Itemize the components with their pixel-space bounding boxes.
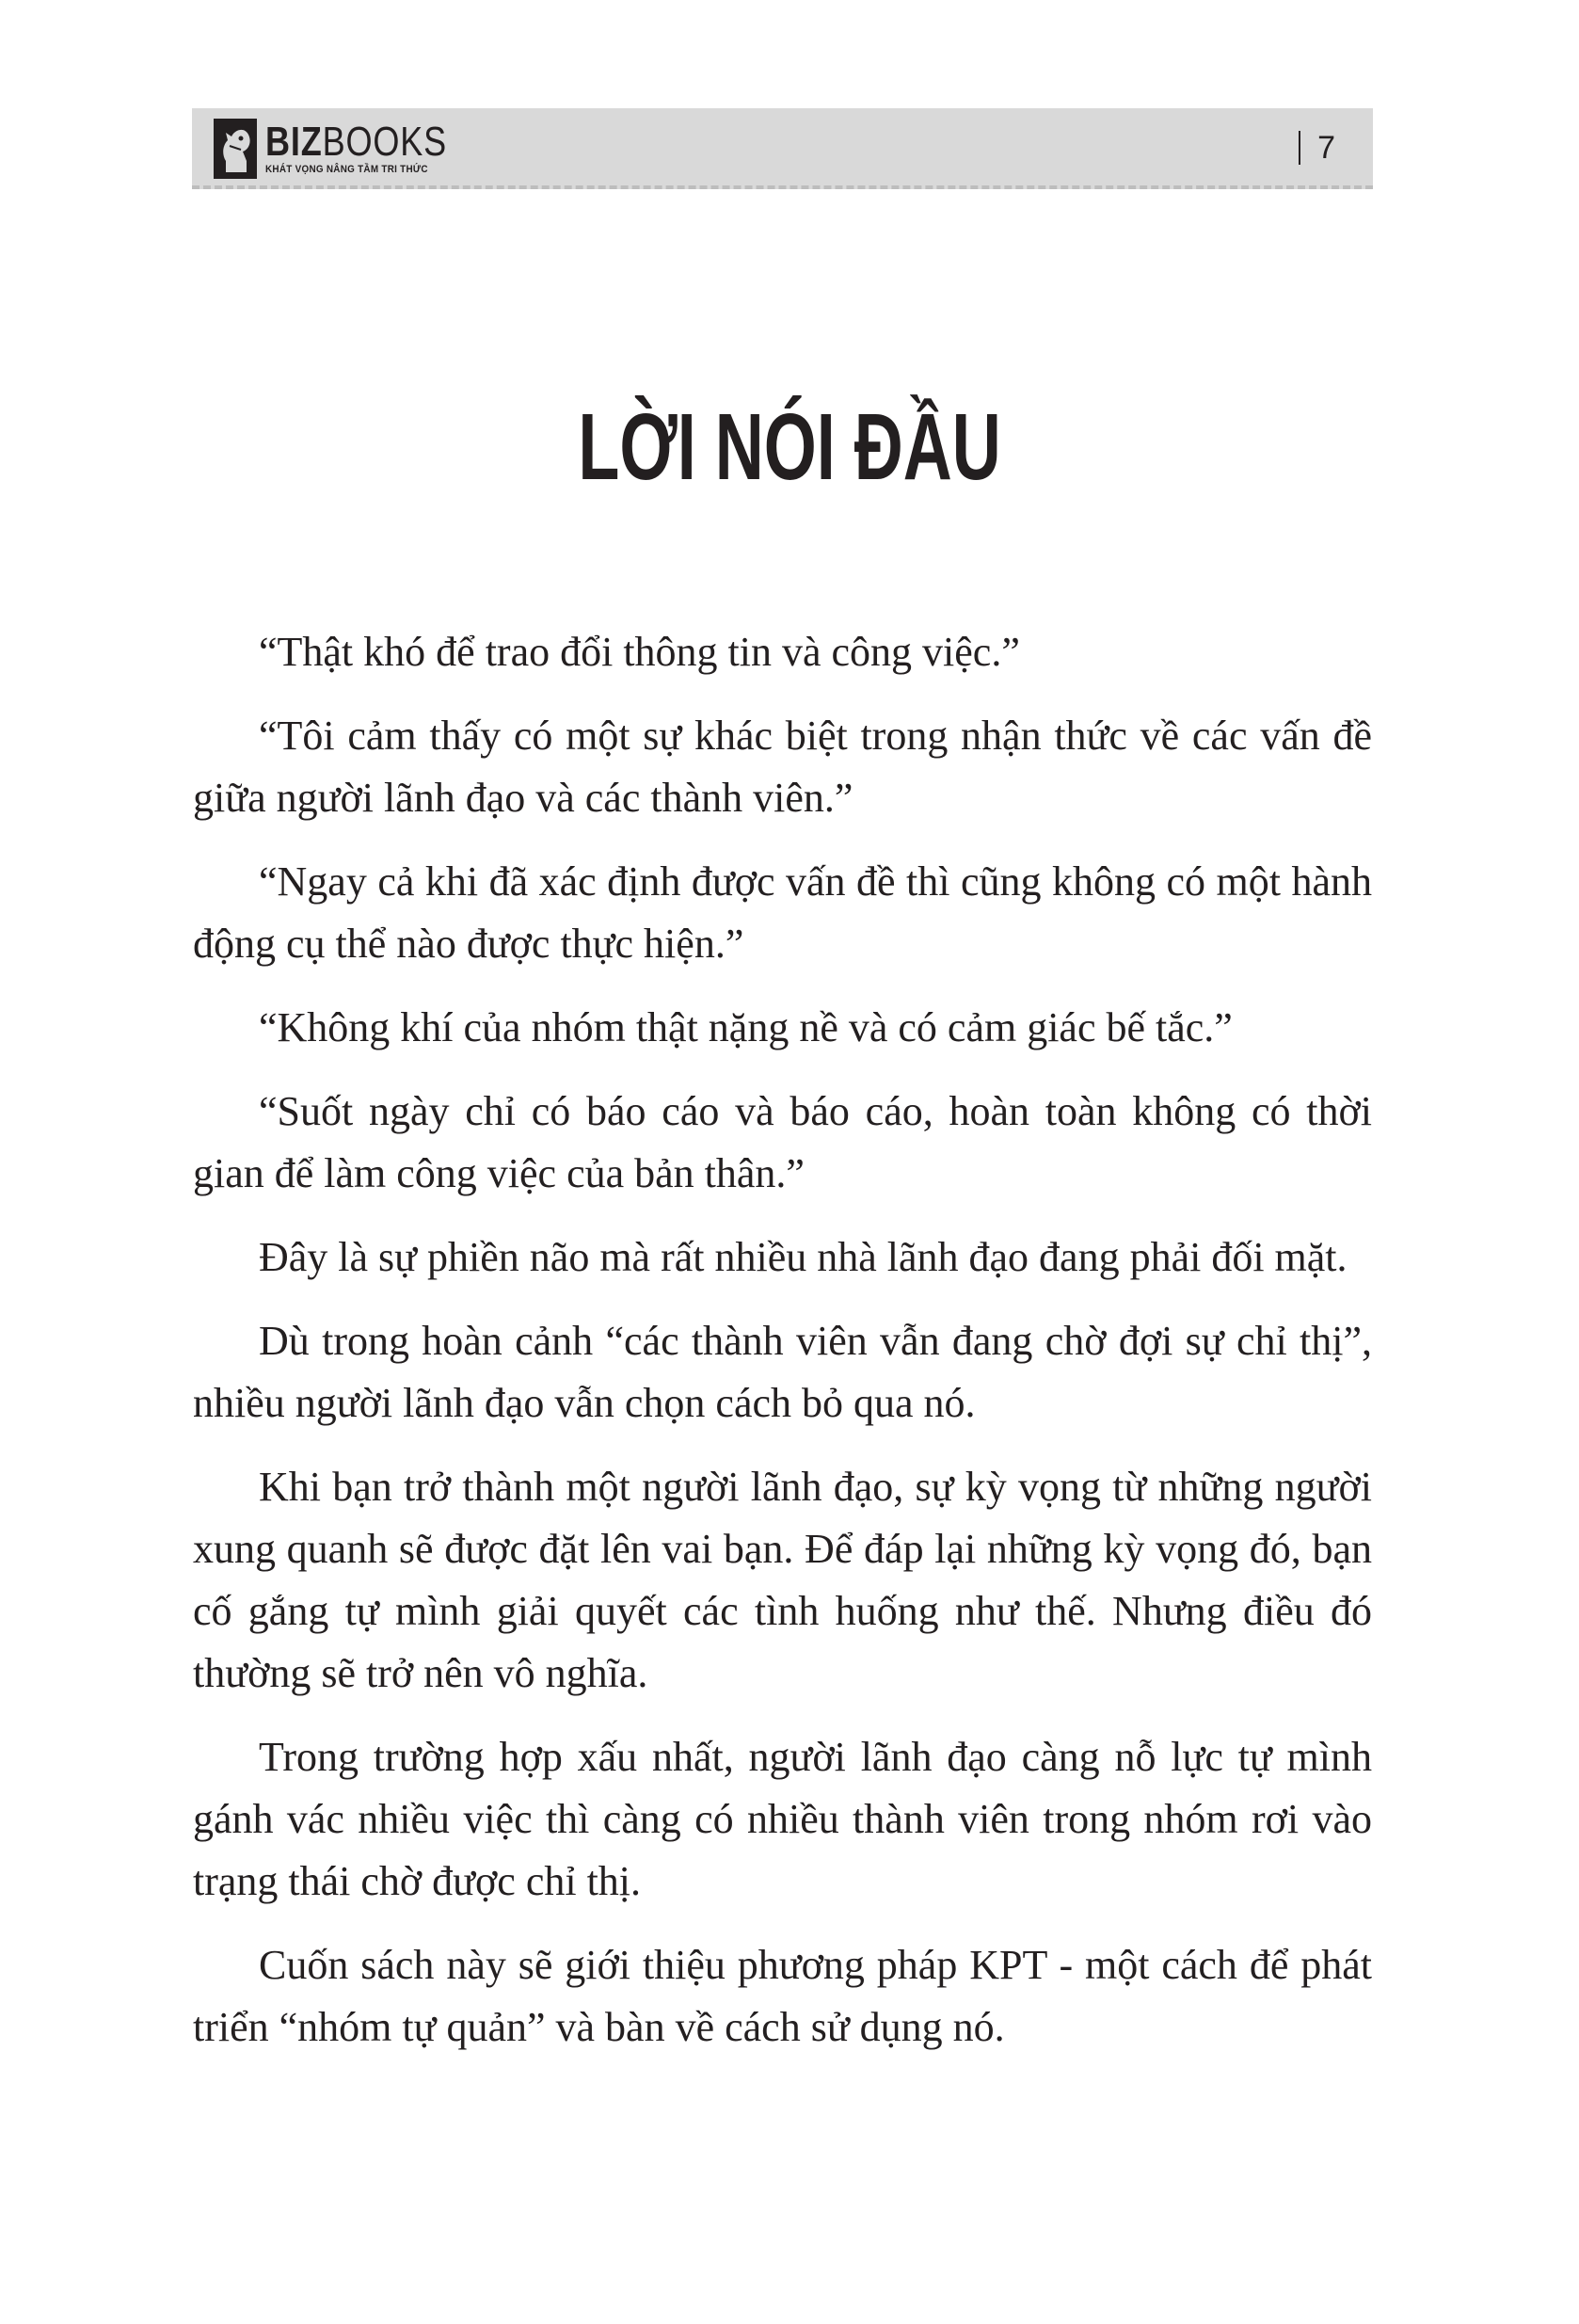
paragraph: Dù trong hoàn cảnh “các thành viên vẫn đang chờ đợi sự chỉ thị”, nhiều người lãnh đạo vẫn chọn cách bỏ qua nó. bbox=[193, 1318, 1372, 1426]
brand-tagline: KHÁT VỌNG NÂNG TẦM TRI THỨC bbox=[265, 164, 428, 175]
body-text bbox=[193, 621, 1372, 2080]
chapter-title bbox=[0, 391, 1579, 504]
paragraph: “Ngay cả khi đã xác định được vấn đề thì cũng không có một hành động cụ thể nào được thực hiện.” bbox=[193, 858, 1372, 967]
paragraph: Đây là sự phiền não mà rất nhiều nhà lãnh đạo đang phải đối mặt. bbox=[259, 1234, 1348, 1280]
brand-name bbox=[265, 121, 447, 163]
publisher-logo bbox=[213, 118, 486, 180]
brand-name-light: BOOKS bbox=[322, 119, 448, 165]
page-number bbox=[1299, 129, 1335, 167]
paragraph: “Suốt ngày chỉ có báo cáo và báo cáo, hoàn toàn không có thời gian để làm công việc của bản thân.” bbox=[193, 1088, 1372, 1196]
paragraph: Khi bạn trở thành một người lãnh đạo, sự kỳ vọng từ những người xung quanh sẽ được đặt lên vai bạn. Để đáp lại những kỳ vọng đó, bạn cố gắng tự mình giải quyết các tình huống như thế. Nhưng điều đó thường sẽ trở nên vô nghĩa. bbox=[193, 1464, 1372, 1696]
paragraph: Trong trường hợp xấu nhất, người lãnh đạo càng nỗ lực tự mình gánh vác nhiều việc thì càng có nhiều thành viên trong nhóm rơi vào trạng thái chờ được chỉ thị. bbox=[193, 1734, 1372, 1904]
paragraph: “Không khí của nhóm thật nặng nề và có cảm giác bế tắc.” bbox=[259, 1004, 1233, 1050]
brand-name-bold: BIZ bbox=[265, 119, 323, 165]
chapter-title-text: LỜI NÓI ĐẦU bbox=[578, 394, 1001, 500]
page-number-separator bbox=[1299, 131, 1300, 165]
page-number-value: 7 bbox=[1317, 130, 1335, 166]
paragraph: Cuốn sách này sẽ giới thiệu phương pháp KPT - một cách để phát triển “nhóm tự quản” và bàn về cách sử dụng nó. bbox=[193, 1942, 1372, 2050]
running-header bbox=[192, 108, 1373, 189]
knight-emblem-icon bbox=[213, 118, 258, 180]
paragraph: “Thật khó để trao đổi thông tin và công việc.” bbox=[259, 629, 1020, 675]
paragraph: “Tôi cảm thấy có một sự khác biệt trong nhận thức về các vấn đề giữa người lãnh đạo và các thành viên.” bbox=[193, 713, 1372, 821]
